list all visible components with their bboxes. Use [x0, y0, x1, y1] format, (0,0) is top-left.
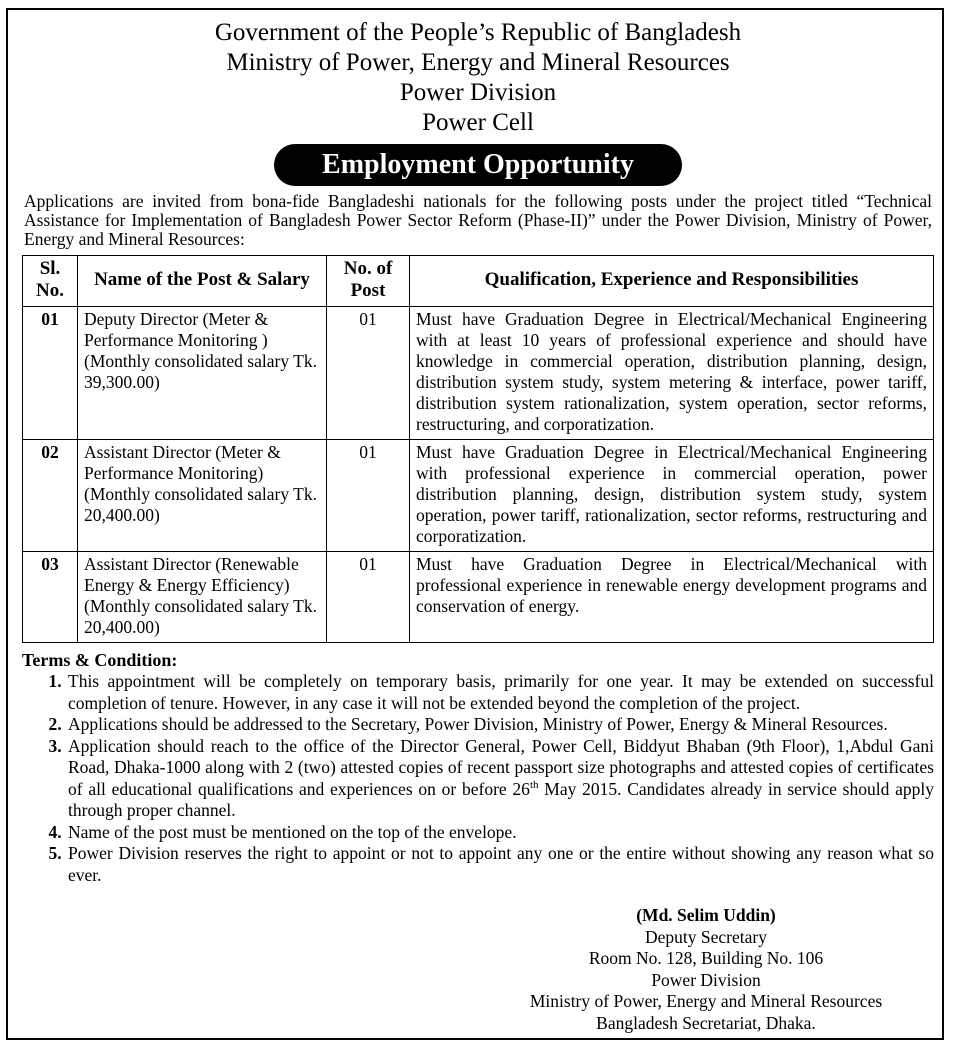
posts-table	[22, 255, 934, 643]
term-text: May 2015. Candidates already in service should apply through proper channel.	[68, 778, 934, 820]
row-qualification: Must have Graduation Degree in Electrical/Mechanical with professional experience in renewable energy development programs and conservation of energy.	[410, 552, 934, 643]
signatory-ministry: Ministry of Power, Energy and Mineral Resources	[529, 991, 883, 1011]
header-government: Government of the People’s Republic of Bangladesh	[214, 19, 742, 46]
header-qualification: Qualification, Experience and Responsibilities	[410, 256, 934, 307]
post-name: Deputy Director (Meter & Performance Monitoring )	[84, 309, 269, 350]
row-post	[78, 552, 327, 643]
row-sl: 02	[23, 440, 78, 552]
post-salary: (Monthly consolidated salary Tk. 20,400.00)	[84, 484, 317, 525]
header	[22, 18, 934, 138]
row-qualification: Must have Graduation Degree in Electrical/Mechanical Engineering with professional experience in commercial operation, power distribution planning, design, distribution system study, system operation, power tariff, rationalization, sector reforms, restructuring and corporatization.	[410, 440, 934, 552]
terms-title: Terms & Condition:	[22, 650, 178, 670]
signature-block	[496, 905, 916, 1034]
term-text: Application should reach to the office of the Director General, Power Cell, Biddyut Bhaban (9th Floor), 1,Abdul Gani Road, Dhaka-1000 along with 2 (two) attested copies of recent passport size photographs and attested copies of certificates of all educational qualifications and experiences on or before 26	[68, 735, 934, 799]
row-count: 01	[327, 552, 410, 643]
signatory-division: Power Division	[651, 969, 761, 990]
term-item	[66, 736, 934, 822]
post-name: Assistant Director (Renewable Energy & Energy Efficiency)	[84, 554, 299, 595]
signatory-name: (Md. Selim Uddin)	[636, 905, 776, 925]
row-sl: 01	[23, 307, 78, 440]
advertisement	[22, 18, 934, 886]
banner-title: Employment Opportunity	[274, 144, 682, 186]
row-post	[78, 307, 327, 440]
header-post: Name of the Post & Salary	[78, 256, 327, 307]
post-name: Assistant Director (Meter & Performance Monitoring)	[84, 442, 281, 483]
header-count: No. of Post	[327, 256, 410, 307]
signatory-location: Bangladesh Secretariat, Dhaka.	[596, 1012, 816, 1033]
header-sl: Sl. No.	[23, 256, 78, 307]
row-sl: 03	[23, 552, 78, 643]
table-row	[23, 552, 934, 643]
term-item: 4. Name of the post must be mentioned on the top of the envelope.	[66, 822, 934, 844]
table-row	[23, 307, 934, 440]
post-salary: (Monthly consolidated salary Tk. 39,300.00)	[84, 351, 317, 392]
signatory-designation: Deputy Secretary	[645, 926, 767, 947]
term-item: 1. This appointment will be completely on temporary basis, primarily for one year. It may be extended on successful completion of tenure. However, in any case it will not be extended beyond the completion of the project.	[66, 671, 934, 714]
row-qualification: Must have Graduation Degree in Electrical/Mechanical Engineering with at least 10 years of professional experience and should have knowledge in commercial operation, distribution planning, design, distribution system study, system metering & interface, power tariff, distribution system rationalization, system operation, sector reforms, restructuring, and corporatization.	[410, 307, 934, 440]
post-salary: (Monthly consolidated salary Tk. 20,400.00)	[84, 596, 317, 637]
header-cell: Power Cell	[422, 109, 534, 136]
row-post	[78, 440, 327, 552]
term-item: 2. Applications should be addressed to the Secretary, Power Division, Ministry of Power, Energy & Mineral Resources.	[66, 714, 934, 736]
signatory-room: Room No. 128, Building No. 106	[588, 948, 824, 968]
header-ministry: Ministry of Power, Energy and Mineral Resources	[226, 49, 730, 76]
terms-list	[22, 671, 934, 886]
header-division: Power Division	[399, 79, 557, 106]
intro-paragraph: Applications are invited from bona-fide Bangladeshi nationals for the following posts under the project titled “Technical Assistance for Implementation of Bangladesh Power Sector Reform (Phase-II)” under the Power Division, Ministry of Power, Energy and Mineral Resources:	[24, 191, 932, 249]
banner-wrap	[22, 144, 934, 186]
row-count: 01	[327, 440, 410, 552]
row-count: 01	[327, 307, 410, 440]
term-superscript: th	[529, 778, 539, 791]
term-item: 5. Power Division reserves the right to appoint or not to appoint any one or the entire without showing any reason what so ever.	[66, 843, 934, 886]
table-header-row	[23, 256, 934, 307]
table-row	[23, 440, 934, 552]
